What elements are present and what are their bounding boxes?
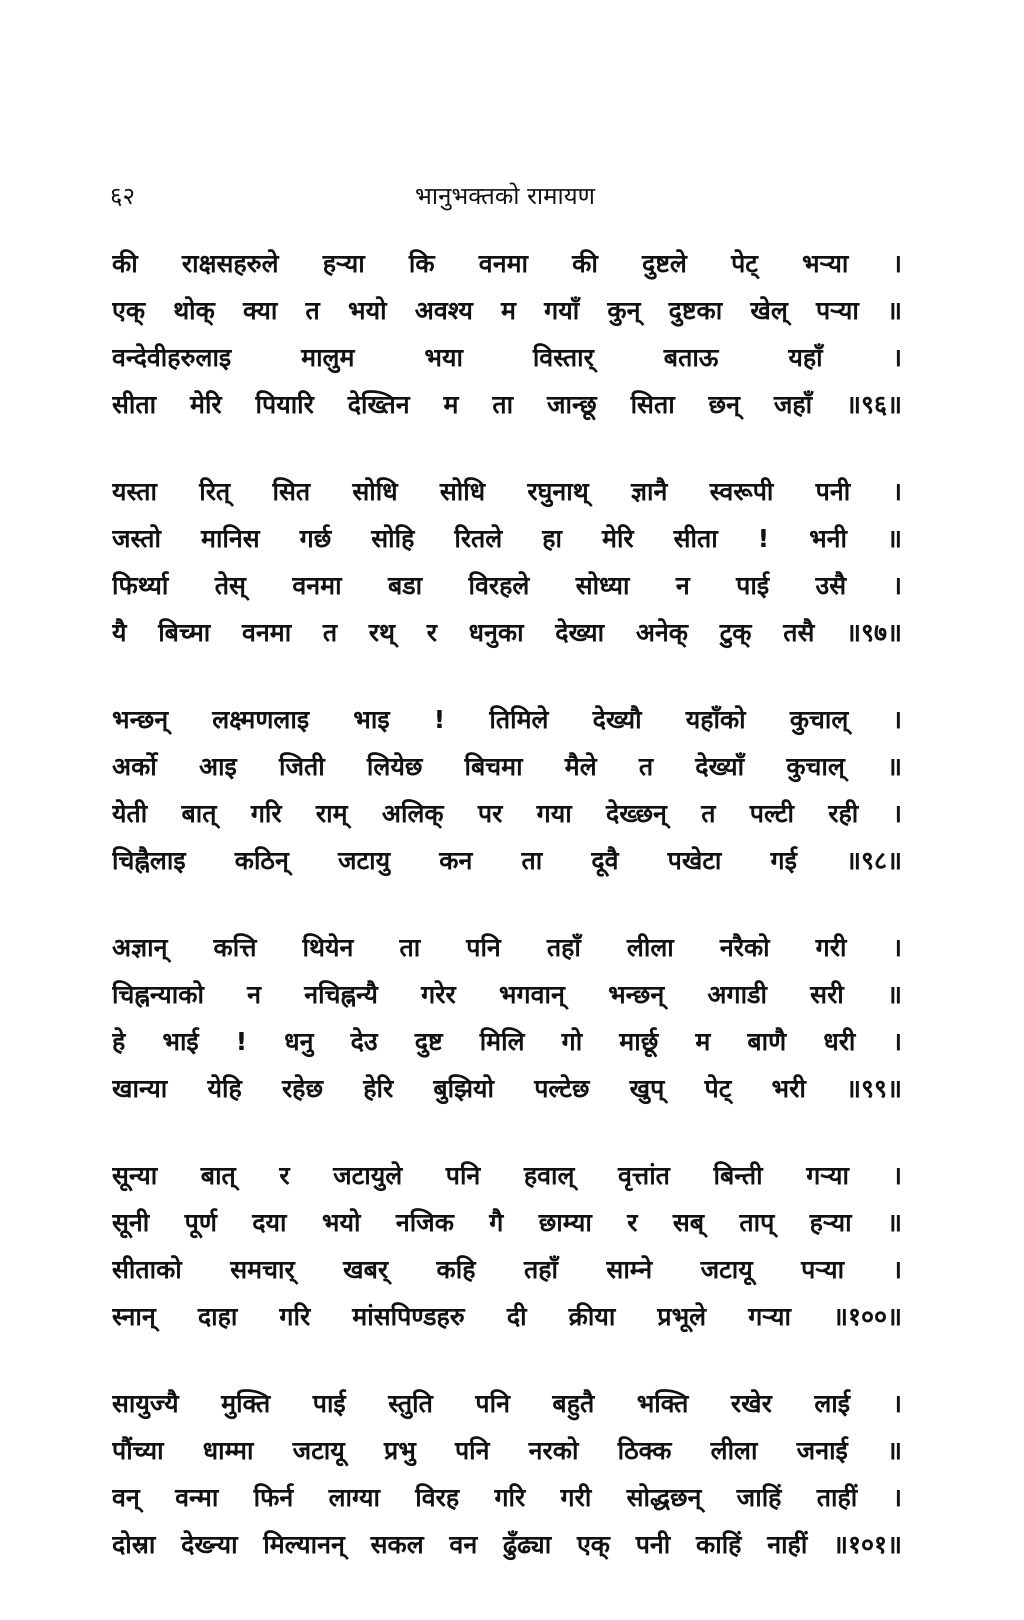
verse-line: सीताको समचार् खबर् कहि तहाँ साम्ने जटायू पऱ्या । [112,1255,902,1284]
verse-line: की राक्षसहरुले हऱ्या कि वनमा की दुष्टले पेट् भऱ्या । [112,249,902,278]
stanza-100 [112,1152,902,1340]
verse-line: यै बिच्मा वनमा त रथ् र धनुका देख्या अनेक् टुक् तसै ॥९७॥ [112,618,902,647]
running-title: भानुभक्तको रामायण [415,182,595,210]
verse-line: वन् वन्मा फिर्न लाग्या विरह गरि गरी सोद्धछन् जाहिं ताहीं । [112,1483,902,1512]
stanza-99 [112,924,902,1112]
verse-line: सायुज्यै मुक्ति पाई स्तुति पनि बहुतै भक्ति रखेर लाई । [112,1389,902,1418]
verse-line: अज्ञान् कत्ति थियेन ता पनि तहाँ लीला नरैको गरी । [112,933,902,962]
verse-line: चिह्नन्याको न नचिह्नन्यै गरेर भगवान् भन्छन् अगाडी सरी ॥ [112,980,902,1009]
verse-line: स्नान् दाहा गरि मांसपिण्डहरु दी क्रीया प्रभूले गऱ्या ॥१००॥ [112,1302,902,1331]
verse-line: वन्देवीहरुलाइ मालुम भया विस्तार् बताऊ यहाँ । [112,343,902,372]
verse-line: एक् थोक् क्या त भयो अवश्य म गयाँ कुन् दुष्टका खेल् पऱ्या ॥ [112,296,902,325]
verse-line: सीता मेरि पियारि देख्तिन म ता जान्छू सिता छन् जहाँ ॥९६॥ [112,390,902,419]
verse-line: सूनी पूर्ण दया भयो नजिक गै छाम्या र सब् ताप् हऱ्या ॥ [112,1208,902,1237]
verse-line: हे भाई ! धनु देउ दुष्ट मिलि गो मार्छू म बाणै धरी । [112,1027,902,1056]
verse-line: दोस्रा देख्न्या मिल्यानन् सकल वन ढुँढ्या एक् पनी काहिं नाहीं ॥१०१॥ [112,1530,902,1559]
stanza-96 [112,240,902,428]
page-number: ६२ [110,182,135,210]
stanza-98 [112,696,902,884]
verse-line: भन्छन् लक्ष्मणलाइ भाइ ! तिमिले देख्यौ यहाँको कुचाल् । [112,705,902,734]
verse-line: यस्ता रित् सित सोधि सोधि रघुनाथ् ज्ञानै स्वरूपी पनी । [112,477,902,506]
verse-line: जस्तो मानिस गर्छ सोहि रितले हा मेरि सीता ! भनी ॥ [112,524,902,553]
verse-line: सून्या बात् र जटायुले पनि हवाल् वृत्तांत बिन्ती गऱ्या । [112,1161,902,1190]
verse-line: येती बात् गरि राम् अलिक् पर गया देख्छन् त पल्टी रही । [112,799,902,828]
stanza-97 [112,468,902,656]
verse-line: चिह्नैलाइ कठिन् जटायु कन ता दूवै पखेटा गई ॥९८॥ [112,846,902,875]
stanza-101 [112,1380,902,1568]
verse-line: अर्को आइ जिती लियेछ बिचमा मैले त देख्याँ कुचाल् ॥ [112,752,902,781]
verse-line: खान्या येहि रहेछ हेरि बुझियो पल्टेछ खुप् पेट् भरी ॥९९॥ [112,1074,902,1103]
verse-body [112,240,902,1608]
verse-line: पौंच्या धाम्मा जटायू प्रभु पनि नरको ठिक्क लीला जनाई ॥ [112,1436,902,1465]
page-header [110,176,900,216]
verse-line: फिर्थ्या तेस् वनमा बडा विरहले सोध्या न पाई उसै । [112,571,902,600]
